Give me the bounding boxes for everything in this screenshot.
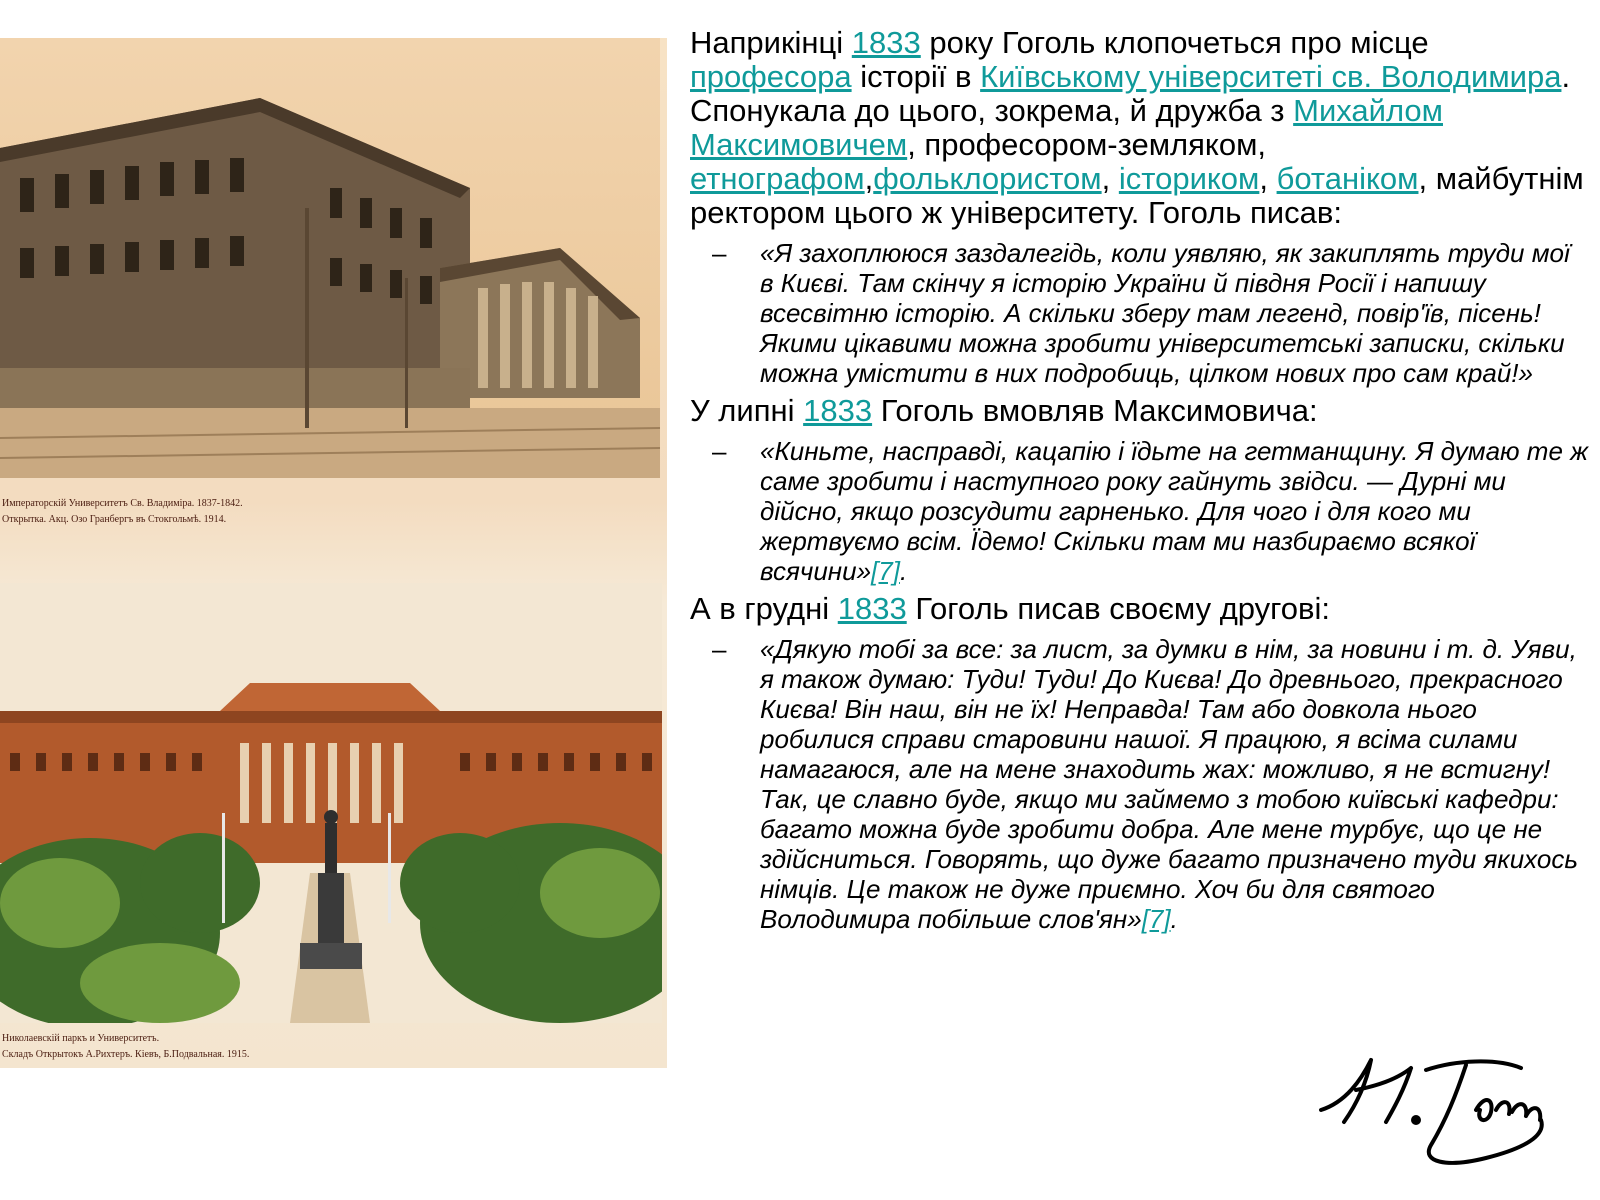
text-span: У липні	[690, 393, 804, 428]
gogol-signature	[1316, 1040, 1566, 1170]
paragraph-intro	[690, 26, 1590, 230]
reference-link[interactable]: [7]	[1141, 904, 1171, 934]
list-dash: –	[712, 634, 727, 664]
bottom-caption-line2: Складъ Открытокъ А.Рихтеръ. Кіевъ, Б.Подвальная. 1915.	[2, 1049, 250, 1060]
quote-1	[690, 238, 1590, 388]
quote-2	[690, 436, 1590, 586]
link-professor[interactable]: професора	[690, 59, 852, 94]
text-column	[690, 26, 1590, 940]
text-span: ,	[864, 161, 874, 196]
top-postcard-caption	[2, 496, 243, 528]
text-span: Гоголь вмовляв Максимовича:	[872, 393, 1318, 428]
text-span: А в грудні	[690, 591, 838, 626]
text-span: , професором-земляком,	[907, 127, 1267, 162]
top-caption-line1: Императорскій Университетъ Св. Владиміра. 1837-1842.	[2, 498, 243, 509]
link-1833[interactable]: 1833	[837, 591, 907, 626]
text-span: історії в	[851, 59, 981, 94]
text-span: . Спонукала до цього, зокрема, й дружба з	[690, 59, 1571, 128]
quote-3-text: «Дякую тобі за все: за лист, за думки в нім, за новини і т. д. Уяви, я також думаю: Туди! Туди! До Києва! До древнього, прекрасного Києва! Він наш, він не їх! Неправда! Там або довкола нього робилися справи старовини нашої. Я працюю, я всіма силами намагаюся, але на мене знаходить жах: можливо, я не встигну! Так, це славно буде, якщо ми займемо з тобою київські кафедри: багато можна буде зробити добра. Але мене турбує, що це не здійсниться. Говорять, що дуже багато призначено туди якихось німців. Це також не дуже приємно. Хоч би для святого Володимира побільше слов'ян»	[760, 634, 1579, 934]
bottom-postcard-caption	[2, 1031, 249, 1063]
paragraph-december	[690, 592, 1590, 626]
top-caption-line2: Открытка. Акц. Озо Гранбергъ въ Стокгольмѣ. 1914.	[2, 514, 227, 525]
link-historian[interactable]: істориком	[1118, 161, 1260, 196]
park-and-university-illustration	[0, 583, 662, 1023]
link-ethnographer[interactable]: етнографом	[690, 161, 865, 196]
list-dash: –	[712, 238, 727, 268]
university-building-illustration	[0, 38, 660, 478]
link-1833[interactable]: 1833	[851, 25, 921, 60]
university-park-color-photo	[0, 583, 662, 1023]
quote-1-text: «Я захоплююся заздалегідь, коли уявляю, як закиплять труди мої в Києві. Там скінчу я історію України й півдня Росії і напишу всесвітню історію. А скільки зберу там легенд, повір'їв, пісень! Якими цікавими можна зробити університетські записки, скільки можна умістити в них подробиць, цілком нових про сам край!»	[760, 238, 1570, 388]
signature-drawing	[1316, 1040, 1566, 1170]
list-dash: –	[712, 436, 727, 466]
link-maksymovych[interactable]: Михайлом Максимовичем	[690, 93, 1443, 162]
postcards-sheet	[0, 38, 667, 1068]
text-span: Наприкінці	[690, 25, 852, 60]
text-span: Гоголь писав своєму другові:	[906, 591, 1331, 626]
text-span: ,	[1101, 161, 1119, 196]
text-span: ,	[1259, 161, 1277, 196]
quote-3	[690, 634, 1590, 934]
text-span: .	[899, 556, 908, 586]
bottom-caption-line1: Николаевскій паркъ и Университетъ.	[2, 1033, 160, 1044]
link-kyiv-university[interactable]: Київському університеті св. Володимира	[980, 59, 1562, 94]
link-botanist[interactable]: ботаніком	[1276, 161, 1419, 196]
text-span: .	[1170, 904, 1178, 934]
link-folklorist[interactable]: фольклористом	[873, 161, 1102, 196]
university-sepia-photo	[0, 38, 660, 478]
reference-link[interactable]: [7]	[871, 556, 900, 586]
paragraph-july	[690, 394, 1590, 428]
text-span: , майбутнім ректором цього ж університету. Гоголь писав:	[690, 161, 1584, 230]
link-1833[interactable]: 1833	[803, 393, 873, 428]
text-span: року Гоголь клопочеться про місце	[920, 25, 1429, 60]
quote-2-text: «Киньте, насправді, кацапію і їдьте на гетманщину. Я думаю те ж саме зробити і наступного року гайнуть звідси. — Дурні ми дійсно, якщо розсудити гарненько. Для чого і для кого ми жертвуємо всім. Їдемо! Скільки там ми назбираємо всякої всячини»	[760, 436, 1589, 586]
